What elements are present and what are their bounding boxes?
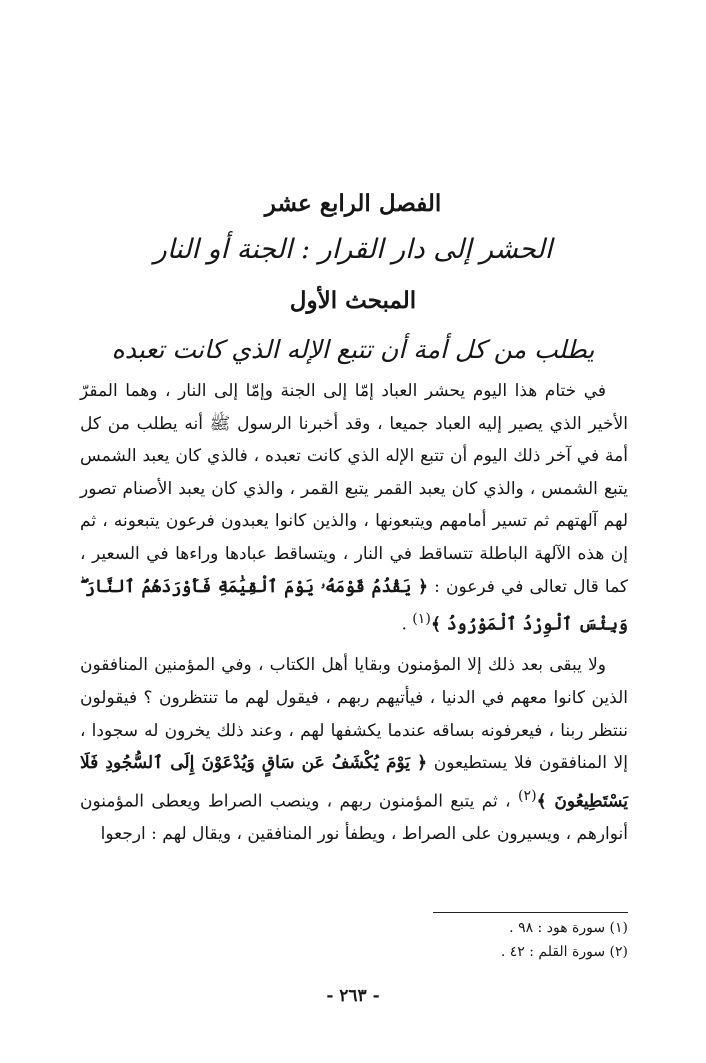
- chapter-heading: الفصل الرابع عشر: [264, 190, 442, 217]
- quran-verse-1: ﴿ يَقْدُمُ قَوْمَهُۥ يَوْمَ ٱلْقِيَٰمَةِ فَأَوْرَدَهُمُ ٱلنَّارَ ۖ وَبِئْسَ ٱلْوِرْدُ ٱلْمَوْرُودُ ﴾: [80, 576, 628, 635]
- chapter-title: الحشر إلى دار القرار : الجنة أو النار: [153, 234, 553, 265]
- paragraph-1-text: في ختام هذا اليوم يحشر العباد إمّا إلى الجنة وإمّا إلى النار ، وهما المقرّ الأخير الذي يصير إليه العباد جميعا ، وقد أخبرنا الرسول ﷺ أنه يطلب من كل أمة في آخر ذلك اليوم أن تتبع الإله الذي كانت تعبده ، فالذي كان يعبد الشمس يتبع الشمس ، والذي كان يعبد القمر يتبع القمر ، والذي كان يعبد الأصنام تصور لهم آلهتهم ثم تسير أمامهم ويتبعونها ، والذين كانوا يعبدون فرعون يتبعونه ، ثم إن هذه الآلهة الباطلة تتساقط في النار ، ويتساقط عبادها وراءها في السعير ، كما قال تعالى في فرعون :: [80, 381, 628, 597]
- headings-block: [60, 184, 646, 374]
- footnote-ref-1: (١): [412, 611, 431, 628]
- footnote-divider: [433, 912, 628, 913]
- paragraph-1-end: .: [401, 614, 413, 635]
- paragraph-2-text: ولا يبقى بعد ذلك إلا المؤمنون وبقايا أهل الكتاب ، وفي المؤمنين المنافقون الذين كانوا معهم في الدنيا ، فيأتيهم ربهم ، فيقول لهم ما تنتظرون ؟ فيقولون ننتظر ربنا ، فيعرفونه بساقه عندما يكشفها لهم ، وعند ذلك يخرون له سجودا ، إلا المنافقون فلا يستطيعون: [80, 655, 628, 774]
- footnotes: [228, 916, 628, 964]
- section-heading: المبحث الأول: [289, 287, 417, 314]
- page-number: - ٢٦٣ -: [326, 986, 380, 1006]
- body-text: [80, 375, 628, 851]
- paragraph-1: [80, 375, 628, 641]
- footnote-2: (٢) سورة القلم : ٤٢ .: [500, 944, 628, 960]
- paragraph-2-end: ، ثم يتبع المؤمنون ربهم ، وينصب الصراط ويعطى المؤمنون أنوارهم ، ويسيرون على الصراط ، ويطفأ نور المنافقين ، ويقال لهم : ارجعوا: [80, 791, 628, 845]
- footnote-ref-2: (٢): [517, 787, 537, 804]
- quran-verse-2: ﴿ يَوْمَ يُكْشَفُ عَن سَاقٍ وَيُدْعَوْنَ إِلَى ٱلسُّجُودِ فَلَا يَسْتَطِيعُونَ ﴾: [80, 753, 629, 812]
- footnote-1: (١) سورة هود : ٩٨ .: [509, 920, 628, 936]
- section-subtitle: يطلب من كل أمة أن تتبع الإله الذي كانت تعبده: [111, 335, 595, 364]
- paragraph-2: [80, 649, 628, 850]
